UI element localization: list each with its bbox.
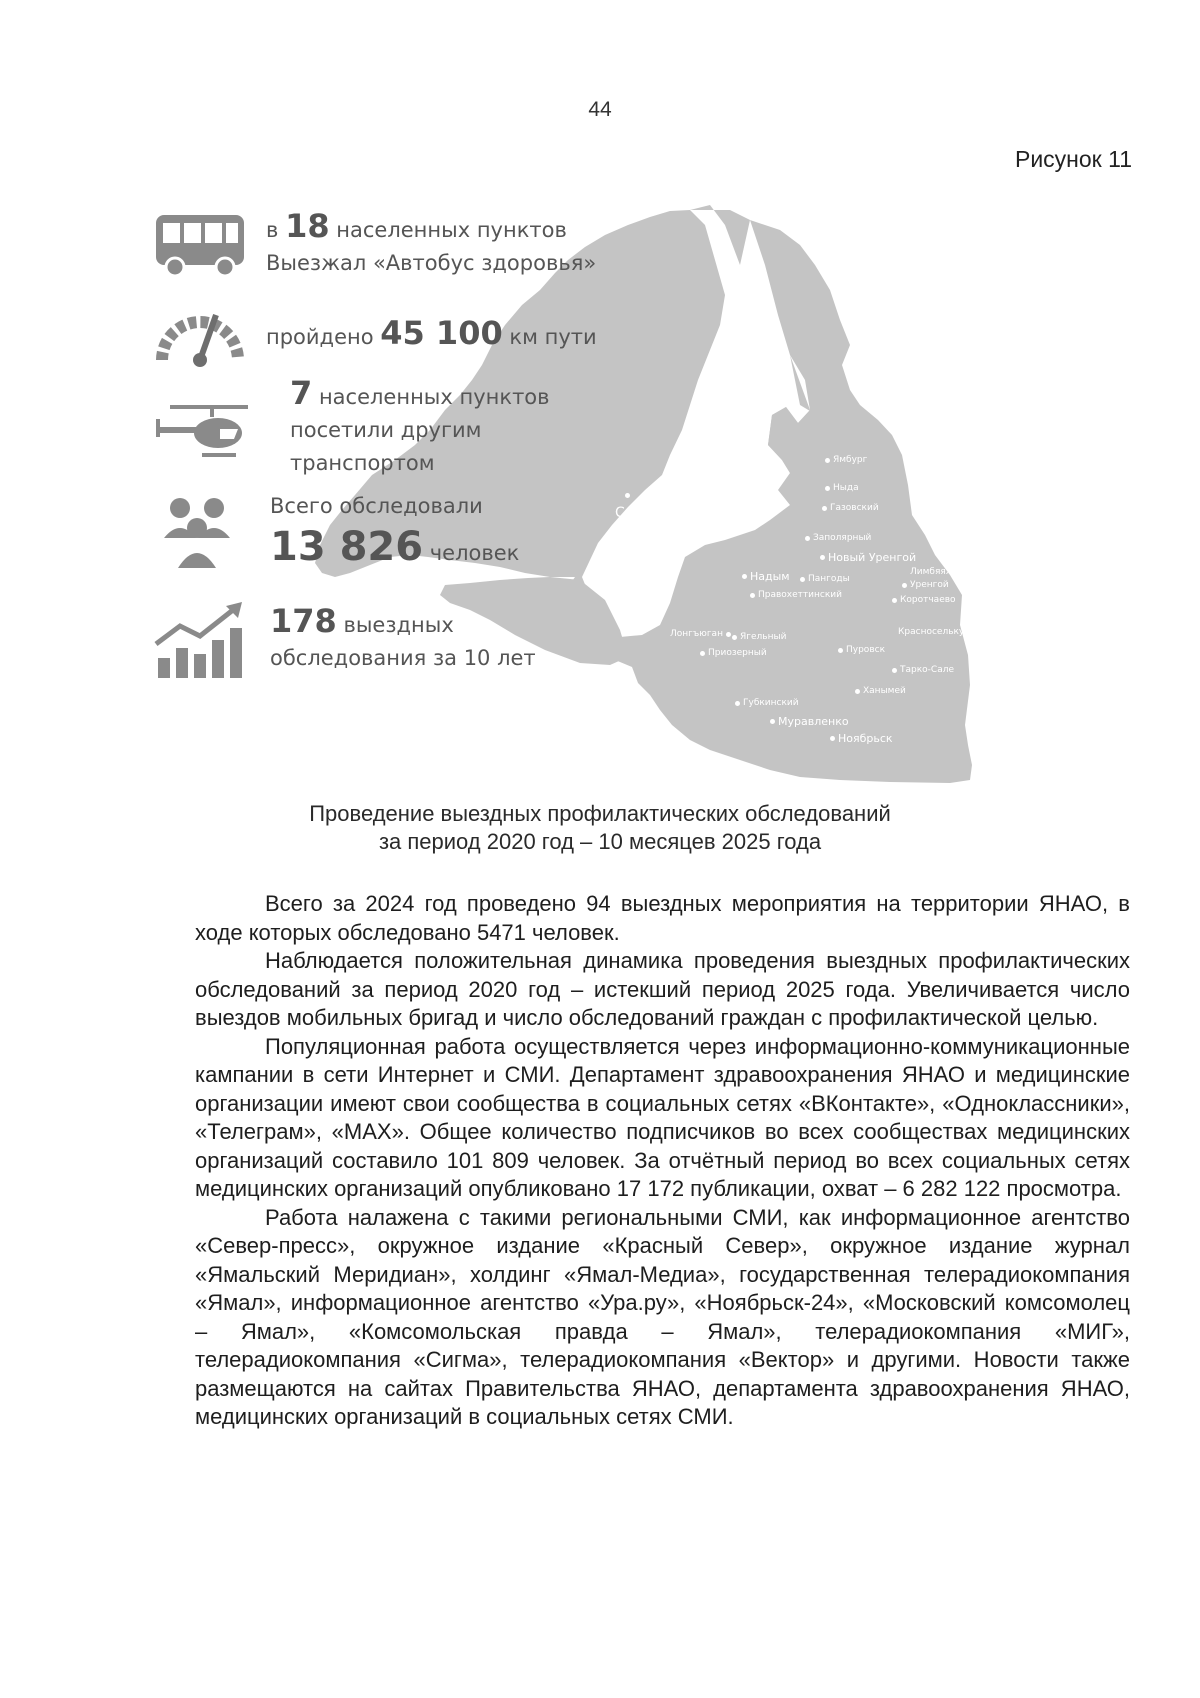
stat-bus-line2: Выезжал «Автобус здоровья» — [266, 251, 597, 275]
map-label: Уренгой — [902, 580, 949, 590]
map-label: Тарко-Сале — [892, 665, 954, 675]
infographic-figure — [150, 205, 1080, 785]
body-text — [195, 890, 1130, 1432]
stat-trips-line2: обследования за 10 лет — [270, 646, 536, 670]
people-group-icon — [150, 490, 250, 570]
map-label: Пуровск — [838, 645, 885, 655]
stat-trips — [150, 600, 536, 680]
stat-helicopter-line2: посетили другим — [290, 418, 482, 442]
stat-examined-number: 13 826 — [270, 524, 424, 570]
stat-trips-number: 178 — [270, 602, 337, 640]
map-label: Приозерный — [700, 648, 767, 658]
stat-helicopter — [150, 374, 550, 480]
growth-chart-icon — [150, 600, 250, 680]
stat-distance-number: 45 100 — [380, 313, 503, 352]
stat-helicopter-suffix: населенных пунктов — [312, 385, 550, 409]
paragraph: Популяционная работа осуществляется через информационно-коммуникационные кампании в сети Интернет и СМИ. Департамент здравоохранения ЯНАО и медицинские организации имеют свои сообщества в социальных сетях «ВКонтакте», «Одноклассники», «Телеграм», «MAX». Общее количество подписчиков во всех сообществах медицинских организаций составило 101 809 человек. За отчётный период во всех социальных сетях медицинских организаций опубликовано 17 172 публикации, охват – 6 282 122 просмотра. — [195, 1033, 1130, 1201]
map-label: Губкинский — [735, 698, 799, 708]
figure-caption-line1: Проведение выездных профилактических обследований — [309, 801, 891, 826]
map-label: Муравленко — [770, 715, 849, 728]
map-label: Ямбург — [825, 455, 867, 465]
stat-distance-prefix: пройдено — [266, 324, 381, 349]
bus-icon — [150, 205, 250, 285]
map-label: Заполярный — [805, 533, 871, 543]
stat-bus-prefix: в — [266, 218, 286, 242]
map-label: Пангоды — [800, 574, 850, 584]
map-label: Новый Уренгой — [820, 551, 916, 564]
map-label: Красноселькуп — [898, 627, 971, 637]
stat-helicopter-number: 7 — [290, 374, 313, 412]
paragraph: Работа налажена с такими региональными СМИ, как информационное агентство «Север-пресс», окружное издание «Красный Север», окружное издание журнал «Ямальский Меридиан», холдинг «Ямал-Медиа», государственная телерадиокомпания «Ямал», информационное агентство «Ура.ру», «Ноябрьск-24», «Московский комсомолец – Ямал», «Комсомольская правда – Ямал», телерадиокомпания «МИГ», телерадиокомпания «Сигма», телерадиокомпания «Вектор» и другими. Новости также размещаются на сайтах Правительства ЯНАО, департамента здравоохранения ЯНАО, медицинских организаций в социальных сетях СМИ. — [195, 1204, 1130, 1429]
map-label: Лонгъюган — [670, 629, 734, 639]
paragraph: Наблюдается положительная динамика проведения выездных профилактических обследований за период 2020 год – истекший период 2025 года. Увеличивается число выездов мобильных бригад и число обследований граждан с профилактической целью. — [195, 948, 1130, 1030]
figure-label: Рисунок 11 — [1014, 146, 1132, 172]
figure-caption-line2: за период 2020 год – 10 месяцев 2025 года — [378, 829, 822, 854]
figure-caption — [0, 800, 1200, 856]
map-label: Ноябрьск — [830, 732, 893, 745]
page-number: 44 — [588, 98, 612, 121]
map-label: Ягельный — [732, 632, 786, 642]
map-label: Ханымей — [855, 686, 906, 696]
speedometer-icon — [150, 295, 250, 375]
stat-helicopter-line3: транспортом — [290, 451, 435, 475]
map-label: Лимбяяха — [910, 567, 957, 577]
map-label: Салехард — [615, 505, 686, 521]
map-label: Коротчаево — [892, 595, 956, 605]
stat-examined-suffix: человек — [423, 541, 520, 565]
helicopter-icon — [150, 389, 250, 469]
map-label: Надым — [742, 570, 790, 583]
stat-bus-suffix: населенных пунктов — [329, 218, 567, 242]
paragraph: Всего за 2024 год проведено 94 выездных мероприятия на территории ЯНАО, в ходе которых обследовано 5471 человек. — [195, 891, 1130, 945]
map-label: Газовский — [822, 503, 879, 513]
stat-bus — [150, 205, 596, 285]
stat-distance-suffix: км пути — [502, 324, 597, 349]
map-label: Правохеттинский — [750, 590, 842, 600]
stat-examined-line1: Всего обследовали — [270, 494, 483, 518]
stat-examined — [150, 490, 519, 570]
stat-distance — [150, 295, 597, 375]
stat-bus-number: 18 — [285, 207, 330, 245]
stat-trips-suffix: выездных — [336, 613, 454, 637]
map-label: Ныда — [825, 483, 859, 493]
